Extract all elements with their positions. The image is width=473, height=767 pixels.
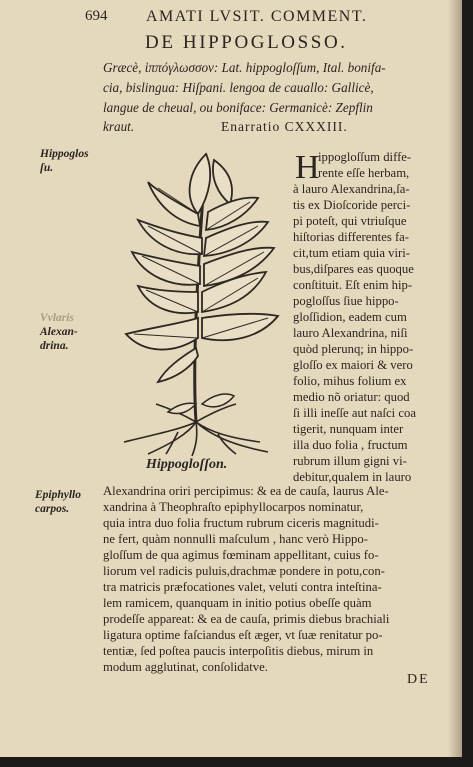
text-line: prodeſſe appareat: & ea de cauſa, primis diebus brachiali [103, 612, 390, 626]
text-line: à lauro Alexandrina,ſa- [293, 182, 410, 196]
synonyms-line: Græcè, ἱππόγλωσσον: Lat. hippogloſſum, Ital. bonifa- [103, 60, 386, 75]
margin-note-line: drina. [40, 340, 69, 352]
text-line: illa duo folia , fructum [293, 438, 408, 452]
text-line: conſtituit. Eſt enim hip- [293, 278, 413, 292]
text-line: gloſſo ex maiori & vero [293, 358, 413, 372]
text-line: folio, mihus folium ex [293, 374, 407, 388]
text-line: ne fert, quàm nonnulli maſculum , hanc verò Hippo- [103, 532, 368, 546]
margin-note-line: carpos. [35, 503, 70, 515]
synonyms-line: kraut. [103, 119, 135, 134]
text-line: ſi illi ineſſe aut naſci coa [293, 406, 416, 420]
text-line: ligatura optime faſciandus eſt æger, vt ſuæ renitatur po- [103, 628, 383, 642]
margin-note-line: Alexan- [40, 326, 78, 338]
text-line: pogloſſus ſiue hippo- [293, 294, 399, 308]
text-line: hiſtorias differentes fa- [293, 230, 410, 244]
text-line: ippogloſſum diffe- [318, 150, 412, 164]
text-line: debitur,qualem in lauro [293, 470, 412, 484]
text-line: bus,diſpares eas quoque [293, 262, 414, 276]
text-line: tra matricis præfocationes valet, veluti contra inteſtina- [103, 580, 382, 594]
text-line: tigerit, nunquam inter [293, 422, 404, 436]
margin-note-line: Epiphyllo [35, 489, 82, 501]
text-line: quòd plerunq; in hippo- [293, 342, 414, 356]
text-line: Alexandrina oriri percipimus: & ea de cauſa, laurus Ale- [103, 484, 389, 498]
page-edge [462, 0, 473, 767]
margin-note-line: Vvlaris [40, 312, 74, 324]
margin-note-hippoglossum [40, 147, 89, 175]
drop-cap: H [295, 149, 320, 186]
page-edge [0, 757, 473, 767]
margin-note-line: ſu. [40, 162, 54, 174]
text-line: modum agglutinat, conſolidatve. [103, 660, 268, 674]
text-line: tis ex Dioſcoride perci- [293, 198, 411, 212]
chapter-heading: Enarratio CXXXIII. [221, 119, 348, 134]
margin-note-epiphyllocarpos [35, 488, 81, 516]
text-line: xandrina à Theophraſto epiphyllocarpos nominatur, [103, 500, 364, 514]
synonyms-line: langue de cheual, ou boniface: Germanicè: Zepflin [103, 100, 373, 115]
text-line: lauro Alexandrina, niſi [293, 326, 408, 340]
text-line: quia intra duo folia fructum rubrum ciceris magnitudi- [103, 516, 379, 530]
text-line: medio nõ oriatur: quod [293, 390, 410, 404]
text-line: pi poteſt, qui vtriuſque [293, 214, 407, 228]
text-line: lem ramicem, quanquam in initio potius obeſſe quàm [103, 596, 372, 610]
margin-note-alexandrina [40, 311, 78, 353]
text-line: rente eſſe herbam, [318, 166, 410, 180]
hippoglosson-woodcut [118, 142, 283, 457]
text-line: tentiæ, ſed poſtea paucis interpoſitis diebus, mirum in [103, 644, 374, 658]
catchword: DE [407, 672, 430, 687]
text-line: gloſſum de qua agimus fœminam appellitant, cuius fo- [103, 548, 379, 562]
running-head: AMATI LVSIT. COMMENT. [146, 8, 368, 25]
text-line: liorum vel radicis puluis,drachmæ pondere in potu,con- [103, 564, 385, 578]
figure-caption: Hippogloſſon. [146, 457, 228, 472]
margin-note-line: Hippoglos [40, 148, 89, 160]
page-title: DE HIPPOGLOSSO. [145, 32, 348, 53]
text-line: rubrum illum gigni vi- [293, 454, 407, 468]
text-line: cit,tum etiam quia viri- [293, 246, 410, 260]
page-number: 694 [85, 8, 108, 24]
synonyms-line: cia, bislingua: Hiſpani. lengoa de cauallo: Gallicè, [103, 80, 374, 95]
text-line: gloſſidion, eadem cum [293, 310, 407, 324]
